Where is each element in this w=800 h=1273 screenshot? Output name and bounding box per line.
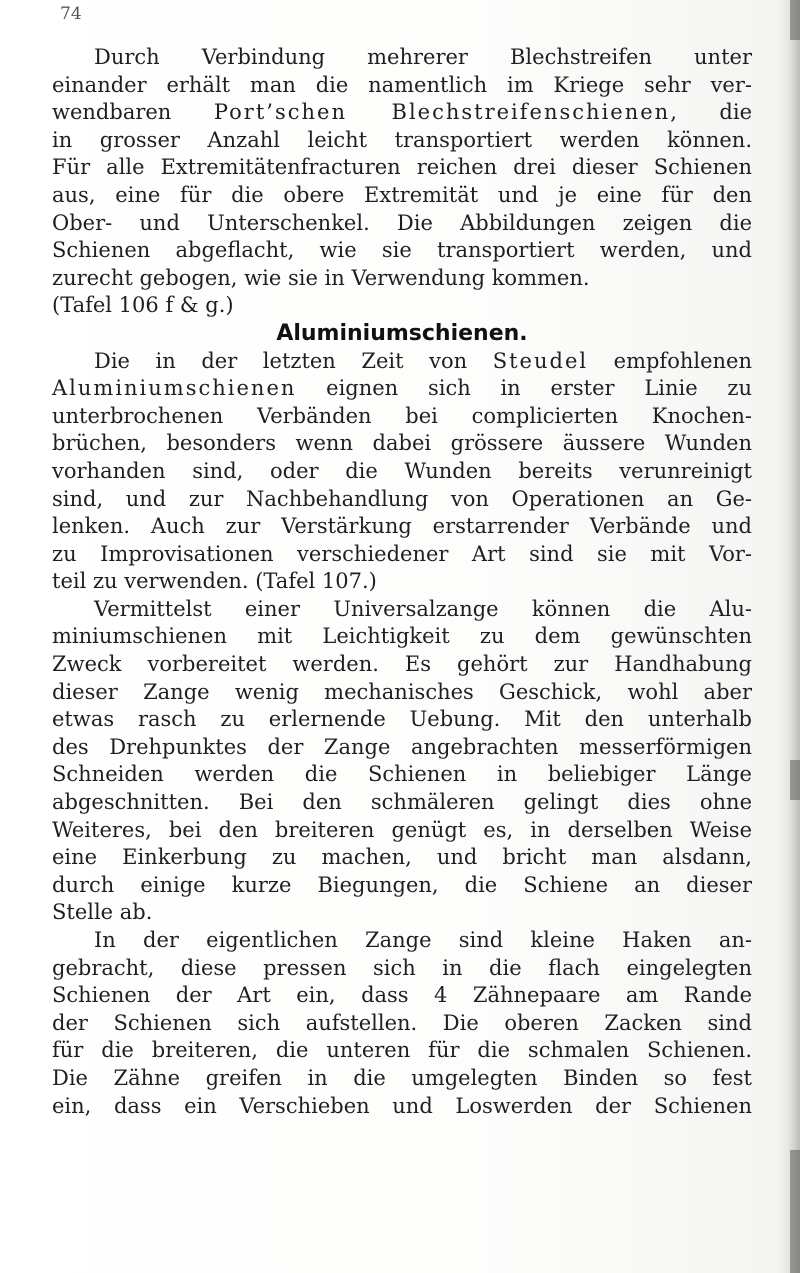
emphasized-name: Steudel (492, 348, 589, 373)
edge-mark (790, 1150, 800, 1273)
edge-mark (790, 760, 800, 800)
text-line: Stelle ab. (52, 900, 153, 925)
text-line: durch einige kurze Biegungen, die Schiene an dieser (52, 872, 752, 897)
emphasized-term: Port’schen Blechstreifenschienen (213, 100, 671, 125)
text-line: Die in der letzten Zeit von Steudel empfohlenen (94, 348, 752, 373)
page-number: 74 (60, 4, 82, 24)
text-line: der Schienen sich aufstellen. Die oberen Zacken sind (52, 1010, 752, 1035)
text-line: Schienen der Art ein, dass 4 Zähnepaare am Rande (52, 983, 752, 1008)
text-line: (Tafel 106 f & g.) (52, 293, 234, 318)
text-line: sind, und zur Nachbehandlung von Operationen an Ge- (52, 486, 752, 511)
text-line: Die Zähne greifen in die umgelegten Binden so fest (52, 1065, 752, 1090)
text-line: in grosser Anzahl leicht transportiert werden können. (52, 127, 752, 152)
text-line: In der eigentlichen Zange sind kleine Haken an- (94, 928, 752, 952)
text-line: einander erhält man die namentlich im Kriege sehr ver- (52, 72, 752, 97)
text-line: wendbaren Port’schen Blechstreifenschienen, die (52, 100, 752, 125)
text-line: des Drehpunktes der Zange angebrachten messerförmigen (52, 734, 752, 759)
text-line: Schneiden werden die Schienen in beliebiger Länge (52, 762, 752, 787)
paragraph-universalzange (52, 596, 752, 927)
text-line: für die breiteren, die unteren für die schmalen Schienen. (52, 1038, 752, 1063)
text-line: Durch Verbindung mehrerer Blechstreifen unter (94, 45, 752, 69)
text-line: Ober- und Unterschenkel. Die Abbildungen zeigen die (52, 210, 752, 235)
text-line: ein, dass ein Verschieben und Loswerden der Schienen (52, 1093, 752, 1118)
text-line: Vermittelst einer Universalzange können die Alu- (94, 596, 752, 621)
paragraph-port-schienen (52, 44, 752, 320)
text-line: Aluminiumschienen eignen sich in erster Linie zu (52, 376, 752, 401)
text-line: abgeschnitten. Bei den schmäleren gelingt dies ohne (52, 790, 752, 815)
text-line: miniumschienen mit Leichtigkeit zu dem gewünschten (52, 624, 752, 649)
text-line: gebracht, diese pressen sich in die flach eingelegten (52, 955, 752, 980)
emphasized-term: Aluminiumschienen (52, 376, 297, 401)
text-line: Für alle Extremitätenfracturen reichen drei dieser Schienen (52, 155, 752, 180)
section-heading: Aluminiumschienen. (276, 320, 528, 346)
page-edge-shadow (778, 0, 800, 1273)
text-line: vorhanden sind, oder die Wunden bereits verunreinigt (52, 458, 752, 483)
edge-mark (790, 0, 800, 40)
text-line: lenken. Auch zur Verstärkung erstarrender Verbände und (52, 514, 752, 539)
text-line: aus, eine für die obere Extremität und je eine für den (52, 182, 752, 207)
text-line: Zweck vorbereitet werden. Es gehört zur Handhabung (52, 652, 752, 677)
text-line: etwas rasch zu erlernende Uebung. Mit den unterhalb (52, 707, 752, 732)
text-line: dieser Zange wenig mechanisches Geschick, wohl aber (52, 679, 752, 704)
paragraph-steudel (52, 348, 752, 596)
text-line: zurecht gebogen, wie sie in Verwendung kommen. (52, 265, 590, 290)
text-line: zu Improvisationen verschiedener Art sind sie mit Vor- (52, 541, 752, 566)
text-line: Schienen abgeflacht, wie sie transportiert werden, und (52, 238, 752, 263)
text-line: Weiteres, bei den breiteren genügt es, in derselben Weise (52, 817, 752, 842)
text-body (52, 44, 752, 1120)
paragraph-zange-haken (52, 927, 752, 1120)
text-line: eine Einkerbung zu machen, und bricht man alsdann, (52, 845, 752, 870)
text-line: brüchen, besonders wenn dabei grössere äussere Wunden (52, 431, 752, 456)
text-line: teil zu verwenden. (Tafel 107.) (52, 569, 377, 594)
text-line: unterbrochenen Verbänden bei complicierten Knochen- (52, 403, 752, 428)
